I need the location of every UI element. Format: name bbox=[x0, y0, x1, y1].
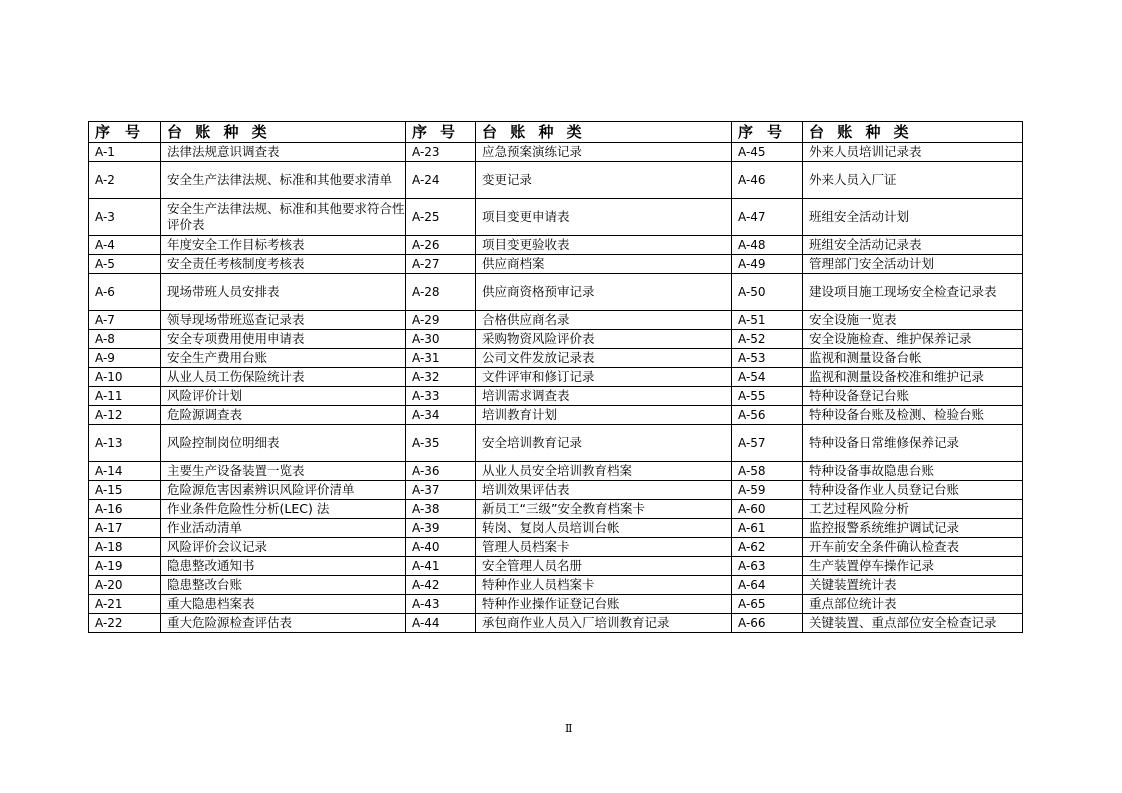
table-row bbox=[89, 236, 1023, 255]
header-seq-char: 号 bbox=[124, 123, 140, 141]
ledger-code: A-7 bbox=[89, 311, 161, 330]
ledger-name: 风险控制岗位明细表 bbox=[161, 425, 406, 462]
ledger-name: 关键装置统计表 bbox=[803, 576, 1023, 595]
ledger-name: 项目变更申请表 bbox=[476, 199, 732, 236]
ledger-name: 重大危险源检查评估表 bbox=[161, 614, 406, 633]
ledger-code: A-38 bbox=[406, 500, 476, 519]
ledger-code: A-24 bbox=[406, 162, 476, 199]
ledger-name: 监控报警系统维护调试记录 bbox=[803, 519, 1023, 538]
table-row bbox=[89, 199, 1023, 236]
ledger-code: A-64 bbox=[732, 576, 803, 595]
ledger-name: 承包商作业人员入厂培训教育记录 bbox=[476, 614, 732, 633]
ledger-code: A-41 bbox=[406, 557, 476, 576]
ledger-code: A-34 bbox=[406, 406, 476, 425]
ledger-code: A-61 bbox=[732, 519, 803, 538]
ledger-name: 安全设施检查、维护保养记录 bbox=[803, 330, 1023, 349]
header-seq-char: 号 bbox=[766, 123, 782, 141]
ledger-code: A-55 bbox=[732, 387, 803, 406]
ledger-name: 从业人员工伤保险统计表 bbox=[161, 368, 406, 387]
ledger-code: A-11 bbox=[89, 387, 161, 406]
ledger-code: A-36 bbox=[406, 462, 476, 481]
ledger-name: 监视和测量设备台帐 bbox=[803, 349, 1023, 368]
ledger-code: A-39 bbox=[406, 519, 476, 538]
ledger-name: 隐患整改通知书 bbox=[161, 557, 406, 576]
ledger-code: A-54 bbox=[732, 368, 803, 387]
ledger-code: A-60 bbox=[732, 500, 803, 519]
ledger-code: A-19 bbox=[89, 557, 161, 576]
table-row bbox=[89, 519, 1023, 538]
ledger-name: 变更记录 bbox=[476, 162, 732, 199]
ledger-code: A-29 bbox=[406, 311, 476, 330]
ledger-code: A-56 bbox=[732, 406, 803, 425]
header-seq bbox=[406, 122, 476, 143]
ledger-name: 重大隐患档案表 bbox=[161, 595, 406, 614]
ledger-name: 年度安全工作目标考核表 bbox=[161, 236, 406, 255]
ledger-code: A-58 bbox=[732, 462, 803, 481]
ledger-name: 培训教育计划 bbox=[476, 406, 732, 425]
table-row bbox=[89, 330, 1023, 349]
ledger-code: A-6 bbox=[89, 274, 161, 311]
ledger-name: 特种设备事故隐患台账 bbox=[803, 462, 1023, 481]
ledger-name: 作业活动清单 bbox=[161, 519, 406, 538]
ledger-code: A-2 bbox=[89, 162, 161, 199]
ledger-code: A-28 bbox=[406, 274, 476, 311]
ledger-name: 文件评审和修订记录 bbox=[476, 368, 732, 387]
ledger-name: 生产装置停车操作记录 bbox=[803, 557, 1023, 576]
ledger-code: A-45 bbox=[732, 143, 803, 162]
ledger-code: A-8 bbox=[89, 330, 161, 349]
table-row bbox=[89, 425, 1023, 462]
ledger-name: 管理人员档案卡 bbox=[476, 538, 732, 557]
table-row bbox=[89, 557, 1023, 576]
ledger-name: 班组安全活动计划 bbox=[803, 199, 1023, 236]
table-row bbox=[89, 538, 1023, 557]
ledger-code: A-63 bbox=[732, 557, 803, 576]
ledger-code: A-66 bbox=[732, 614, 803, 633]
ledger-name: 外来人员培训记录表 bbox=[803, 143, 1023, 162]
ledger-code: A-4 bbox=[89, 236, 161, 255]
table-row bbox=[89, 500, 1023, 519]
ledger-code: A-10 bbox=[89, 368, 161, 387]
ledger-code: A-65 bbox=[732, 595, 803, 614]
ledger-name: 安全生产费用台账 bbox=[161, 349, 406, 368]
header-seq-char: 序 bbox=[95, 123, 111, 141]
ledger-code: A-16 bbox=[89, 500, 161, 519]
ledger-name: 特种设备登记台账 bbox=[803, 387, 1023, 406]
ledger-code: A-48 bbox=[732, 236, 803, 255]
ledger-code: A-53 bbox=[732, 349, 803, 368]
ledger-name: 外来人员入厂证 bbox=[803, 162, 1023, 199]
ledger-name: 关键装置、重点部位安全检查记录 bbox=[803, 614, 1023, 633]
ledger-name: 建设项目施工现场安全检查记录表 bbox=[803, 274, 1023, 311]
ledger-name: 从业人员安全培训教育档案 bbox=[476, 462, 732, 481]
ledger-name: 现场带班人员安排表 bbox=[161, 274, 406, 311]
ledger-name: 作业条件危险性分析(LEC) 法 bbox=[161, 500, 406, 519]
ledger-code: A-14 bbox=[89, 462, 161, 481]
table-row bbox=[89, 595, 1023, 614]
table-row bbox=[89, 274, 1023, 311]
ledger-name: 采购物资风险评价表 bbox=[476, 330, 732, 349]
ledger-code: A-5 bbox=[89, 255, 161, 274]
table-row bbox=[89, 406, 1023, 425]
ledger-name: 主要生产设备装置一览表 bbox=[161, 462, 406, 481]
ledger-name: 安全专项费用使用申请表 bbox=[161, 330, 406, 349]
table-row bbox=[89, 368, 1023, 387]
ledger-name: 特种设备日常维修保养记录 bbox=[803, 425, 1023, 462]
ledger-code: A-25 bbox=[406, 199, 476, 236]
ledger-name: 领导现场带班巡查记录表 bbox=[161, 311, 406, 330]
ledger-name: 班组安全活动记录表 bbox=[803, 236, 1023, 255]
ledger-code: A-33 bbox=[406, 387, 476, 406]
table-row bbox=[89, 462, 1023, 481]
ledger-code: A-44 bbox=[406, 614, 476, 633]
table-row bbox=[89, 576, 1023, 595]
ledger-name: 供应商资格预审记录 bbox=[476, 274, 732, 311]
table-row bbox=[89, 481, 1023, 500]
ledger-code: A-13 bbox=[89, 425, 161, 462]
table-row bbox=[89, 143, 1023, 162]
ledger-index-table bbox=[88, 121, 1023, 633]
ledger-code: A-26 bbox=[406, 236, 476, 255]
ledger-name: 转岗、复岗人员培训台帐 bbox=[476, 519, 732, 538]
ledger-code: A-3 bbox=[89, 199, 161, 236]
ledger-code: A-23 bbox=[406, 143, 476, 162]
ledger-name: 安全责任考核制度考核表 bbox=[161, 255, 406, 274]
ledger-name: 风险评价计划 bbox=[161, 387, 406, 406]
ledger-code: A-32 bbox=[406, 368, 476, 387]
ledger-name: 重点部位统计表 bbox=[803, 595, 1023, 614]
ledger-code: A-62 bbox=[732, 538, 803, 557]
ledger-name: 应急预案演练记录 bbox=[476, 143, 732, 162]
ledger-code: A-30 bbox=[406, 330, 476, 349]
ledger-name: 安全设施一览表 bbox=[803, 311, 1023, 330]
page-number: Ⅱ bbox=[565, 722, 573, 735]
ledger-code: A-46 bbox=[732, 162, 803, 199]
ledger-name: 开车前安全条件确认检查表 bbox=[803, 538, 1023, 557]
ledger-name: 安全生产法律法规、标准和其他要求符合性评价表 bbox=[161, 199, 406, 236]
table-row bbox=[89, 311, 1023, 330]
header-seq bbox=[89, 122, 161, 143]
ledger-name: 新员工“三级”安全教育档案卡 bbox=[476, 500, 732, 519]
ledger-code: A-20 bbox=[89, 576, 161, 595]
ledger-code: A-9 bbox=[89, 349, 161, 368]
ledger-name: 特种设备作业人员登记台账 bbox=[803, 481, 1023, 500]
ledger-code: A-37 bbox=[406, 481, 476, 500]
ledger-name: 安全管理人员名册 bbox=[476, 557, 732, 576]
header-type: 台 账 种 类 bbox=[161, 122, 406, 143]
ledger-name: 特种设备台账及检测、检验台账 bbox=[803, 406, 1023, 425]
ledger-code: A-22 bbox=[89, 614, 161, 633]
ledger-name: 管理部门安全活动计划 bbox=[803, 255, 1023, 274]
ledger-code: A-47 bbox=[732, 199, 803, 236]
ledger-name: 隐患整改台账 bbox=[161, 576, 406, 595]
ledger-name: 危险源危害因素辨识风险评价清单 bbox=[161, 481, 406, 500]
ledger-code: A-40 bbox=[406, 538, 476, 557]
ledger-name: 公司文件发放记录表 bbox=[476, 349, 732, 368]
ledger-name: 培训需求调查表 bbox=[476, 387, 732, 406]
ledger-code: A-1 bbox=[89, 143, 161, 162]
ledger-name: 工艺过程风险分析 bbox=[803, 500, 1023, 519]
ledger-name: 危险源调查表 bbox=[161, 406, 406, 425]
ledger-code: A-59 bbox=[732, 481, 803, 500]
header-type: 台 账 种 类 bbox=[476, 122, 732, 143]
ledger-code: A-35 bbox=[406, 425, 476, 462]
table-row bbox=[89, 255, 1023, 274]
ledger-code: A-57 bbox=[732, 425, 803, 462]
ledger-name: 安全培训教育记录 bbox=[476, 425, 732, 462]
ledger-name: 合格供应商名录 bbox=[476, 311, 732, 330]
header-row bbox=[89, 122, 1023, 143]
header-seq-char: 序 bbox=[412, 123, 428, 141]
ledger-name: 特种作业人员档案卡 bbox=[476, 576, 732, 595]
ledger-code: A-49 bbox=[732, 255, 803, 274]
ledger-code: A-50 bbox=[732, 274, 803, 311]
table-row bbox=[89, 614, 1023, 633]
ledger-code: A-12 bbox=[89, 406, 161, 425]
ledger-code: A-42 bbox=[406, 576, 476, 595]
table-row bbox=[89, 162, 1023, 199]
ledger-name: 供应商档案 bbox=[476, 255, 732, 274]
header-seq-char: 序 bbox=[738, 123, 754, 141]
ledger-name: 特种作业操作证登记台账 bbox=[476, 595, 732, 614]
ledger-code: A-27 bbox=[406, 255, 476, 274]
ledger-name: 风险评价会议记录 bbox=[161, 538, 406, 557]
ledger-name: 法律法规意识调查表 bbox=[161, 143, 406, 162]
ledger-name: 监视和测量设备校准和维护记录 bbox=[803, 368, 1023, 387]
ledger-code: A-21 bbox=[89, 595, 161, 614]
ledger-code: A-15 bbox=[89, 481, 161, 500]
table-row bbox=[89, 349, 1023, 368]
ledger-code: A-31 bbox=[406, 349, 476, 368]
ledger-code: A-51 bbox=[732, 311, 803, 330]
ledger-name: 项目变更验收表 bbox=[476, 236, 732, 255]
ledger-code: A-18 bbox=[89, 538, 161, 557]
ledger-code: A-43 bbox=[406, 595, 476, 614]
header-seq-char: 号 bbox=[439, 123, 455, 141]
table-row bbox=[89, 387, 1023, 406]
header-seq bbox=[732, 122, 803, 143]
header-type: 台 账 种 类 bbox=[803, 122, 1023, 143]
ledger-code: A-52 bbox=[732, 330, 803, 349]
ledger-name: 培训效果评估表 bbox=[476, 481, 732, 500]
ledger-code: A-17 bbox=[89, 519, 161, 538]
ledger-name: 安全生产法律法规、标准和其他要求清单 bbox=[161, 162, 406, 199]
